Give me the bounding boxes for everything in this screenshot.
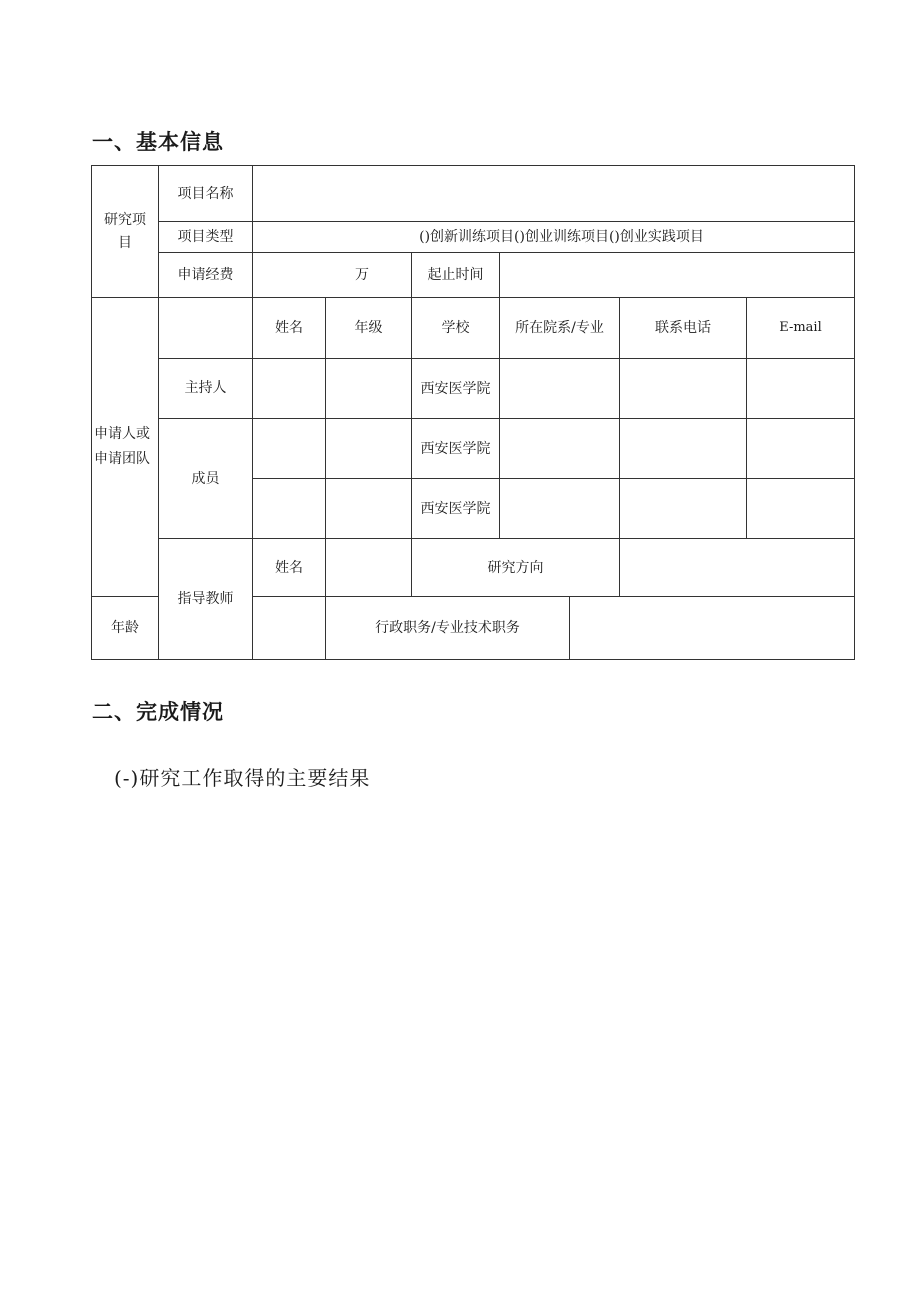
member2-email-field[interactable] bbox=[747, 479, 855, 539]
host-name-field[interactable] bbox=[253, 359, 326, 419]
advisor-field-label: 研究方向 bbox=[412, 539, 620, 597]
member2-department-field[interactable] bbox=[500, 479, 620, 539]
period-field[interactable] bbox=[500, 253, 855, 298]
header-grade: 年级 bbox=[326, 298, 412, 359]
section-title-completion: 二、完成情况 bbox=[92, 700, 224, 724]
project-type-options[interactable]: ()创新训练项目()创业训练项目()创业实践项目 bbox=[253, 222, 855, 253]
member-label: 成员 bbox=[159, 419, 253, 539]
period-label: 起止时间 bbox=[412, 253, 500, 298]
header-email: E-mail bbox=[747, 298, 855, 359]
advisor-field-value[interactable] bbox=[620, 539, 855, 597]
applicants-header-blank bbox=[159, 298, 253, 359]
advisor-age-field[interactable] bbox=[253, 597, 326, 660]
host-phone-field[interactable] bbox=[620, 359, 747, 419]
project-group-label: 研究项目 bbox=[92, 166, 159, 298]
funding-unit: 万 bbox=[355, 267, 369, 283]
section-title-basic-info: 一、基本信息 bbox=[92, 130, 224, 154]
header-phone: 联系电话 bbox=[620, 298, 747, 359]
host-department-field[interactable] bbox=[500, 359, 620, 419]
member2-school: 西安医学院 bbox=[412, 479, 500, 539]
funding-field[interactable] bbox=[253, 253, 412, 298]
project-name-field[interactable] bbox=[253, 166, 855, 222]
host-email-field[interactable] bbox=[747, 359, 855, 419]
advisor-name-label: 姓名 bbox=[253, 539, 326, 597]
advisor-title-label: 行政职务/专业技术职务 bbox=[326, 597, 570, 660]
header-school: 学校 bbox=[412, 298, 500, 359]
host-school: 西安医学院 bbox=[412, 359, 500, 419]
advisor-name-field[interactable] bbox=[326, 539, 412, 597]
member1-school: 西安医学院 bbox=[412, 419, 500, 479]
subsection-main-results: (-)研究工作取得的主要结果 bbox=[114, 766, 371, 790]
project-name-label: 项目名称 bbox=[159, 166, 253, 222]
member2-grade-field[interactable] bbox=[326, 479, 412, 539]
member2-name-field[interactable] bbox=[253, 479, 326, 539]
member1-phone-field[interactable] bbox=[620, 419, 747, 479]
funding-label: 申请经费 bbox=[159, 253, 253, 298]
member1-grade-field[interactable] bbox=[326, 419, 412, 479]
host-grade-field[interactable] bbox=[326, 359, 412, 419]
header-name: 姓名 bbox=[253, 298, 326, 359]
member2-phone-field[interactable] bbox=[620, 479, 747, 539]
member1-department-field[interactable] bbox=[500, 419, 620, 479]
project-type-label: 项目类型 bbox=[159, 222, 253, 253]
member1-email-field[interactable] bbox=[747, 419, 855, 479]
advisor-group-label: 指导教师 bbox=[159, 539, 253, 660]
host-label: 主持人 bbox=[159, 359, 253, 419]
applicants-group-label: 申请人或申请团队 bbox=[92, 298, 159, 597]
advisor-title-value[interactable] bbox=[570, 597, 855, 660]
basic-info-table bbox=[91, 165, 855, 660]
advisor-age-label: 年龄 bbox=[92, 597, 159, 660]
member1-name-field[interactable] bbox=[253, 419, 326, 479]
header-department: 所在院系/专业 bbox=[500, 298, 620, 359]
